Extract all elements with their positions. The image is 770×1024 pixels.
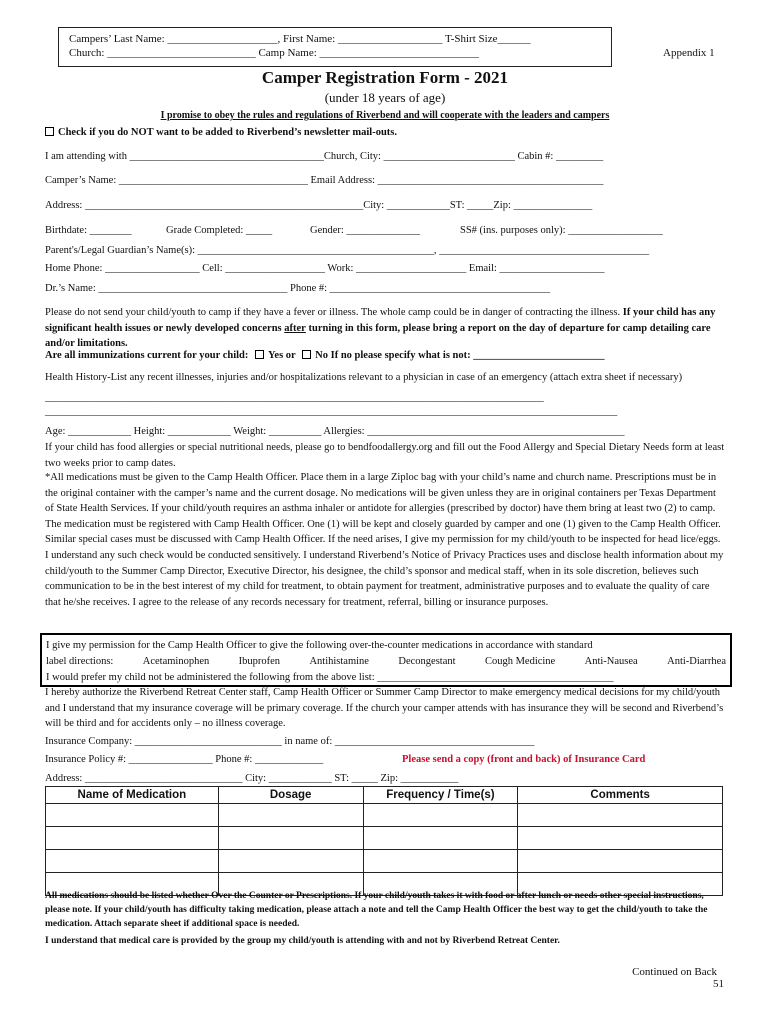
otc-prefer-not-field[interactable]: I would prefer my child not be administered the following from the above list: _____________________________________________	[46, 672, 614, 683]
table-cell[interactable]	[46, 827, 219, 850]
vitals-field[interactable]: Age: ____________ Height: ____________ Weight: __________ Allergies: _________________________________________________	[45, 426, 625, 437]
form-subtitle: (under 18 years of age)	[324, 90, 446, 105]
otc-med-list	[46, 654, 726, 670]
otc-label-directions: label directions:	[46, 656, 114, 667]
table-cell[interactable]	[363, 827, 518, 850]
medication-table	[45, 786, 723, 896]
phones-field[interactable]: Home Phone: __________________ Cell: ___________________ Work: _____________________ Email: ____________________	[45, 263, 605, 274]
appendix-label: Appendix 1	[663, 47, 715, 59]
otc-med-decongestant: Decongestant	[398, 656, 456, 667]
food-allergy-note: If your child has food allergies or special nutritional needs, please go to bendfoodallergy.org and fill out the Food Allergy and Special Dietary Needs form at least two weeks prior to camp dates.	[45, 442, 725, 469]
grade-field[interactable]: Grade Completed: _____	[166, 225, 273, 236]
guardian-field[interactable]: Parent's/Legal Guardian’s Name(s): _____________________________________________, ________________________________________	[45, 245, 650, 256]
col-header-comments: Comments	[518, 787, 723, 804]
insurance-card-note: Please send a copy (front and back) of Insurance Card	[402, 754, 646, 765]
table-cell[interactable]	[518, 827, 723, 850]
newsletter-optout[interactable]	[45, 127, 397, 138]
concerns-note-b: turning in this form, please bring a report on the day of departure for camp detailing care and/or limitations.	[45, 322, 711, 350]
table-cell[interactable]	[218, 827, 363, 850]
table-row	[46, 850, 723, 873]
health-history-extra-line[interactable]: _____________________________________________________________________________________________________________	[45, 406, 618, 417]
continued-on-back: Continued on Back	[632, 966, 717, 978]
newsletter-checkbox[interactable]	[45, 127, 54, 136]
promise-statement: I promise to obey the rules and regulations of Riverbend and will cooperate with the leaders and campers	[160, 110, 610, 121]
attending-field[interactable]: I am attending with _____________________________________Church, City: _________________________ Cabin #: _________	[45, 151, 604, 162]
otc-intro: I give my permission for the Camp Health Officer to give the following over-the-counter medications in accordance with standard	[46, 640, 593, 651]
table-cell[interactable]	[218, 850, 363, 873]
ssn-field[interactable]: SS# (ins. purposes only): __________________	[460, 225, 663, 236]
otc-med-ibuprofen: Ibuprofen	[238, 656, 281, 667]
otc-med-acetaminophen: Acetaminophen	[142, 656, 210, 667]
table-row	[46, 804, 723, 827]
gender-field[interactable]: Gender: ______________	[310, 225, 420, 236]
page-number: 51	[713, 978, 724, 990]
birthdate-field[interactable]: Birthdate: ________	[45, 225, 132, 236]
camper-header-box	[58, 27, 612, 67]
medical-care-disclaimer: I understand that medical care is provided by the group my child/youth is attending with and not by Riverbend Retreat Center.	[45, 936, 560, 946]
table-cell[interactable]	[518, 804, 723, 827]
name-email-field[interactable]: Camper’s Name: ____________________________________ Email Address: ___________________________________________	[45, 175, 604, 186]
header-line-church-camp[interactable]: Church: ___________________________ Camp Name: _____________________________	[69, 47, 480, 59]
medications-footer-note: All medications should be listed whether Over the Counter or Prescriptions. If your child/youth takes it with food or after lunch or needs other special instructions, please note. If your child/youth has difficulty taking medication, please attach a note and tell the Camp Health Officer the best way to get the child/youth to take the medication. Attach separate sheet if additional space is needed.	[45, 891, 708, 929]
table-cell[interactable]	[363, 804, 518, 827]
otc-med-cough-medicine: Cough Medicine	[484, 656, 556, 667]
health-notice	[45, 305, 725, 352]
otc-med-antihistamine: Antihistamine	[309, 656, 369, 667]
insurance-address-field[interactable]: Address: ______________________________ City: ____________ ST: _____ Zip: ___________	[45, 773, 459, 784]
header-line-name-shirt[interactable]: Campers’ Last Name: ____________________, First Name: ___________________ T-Shirt Size______	[69, 33, 531, 45]
table-cell[interactable]	[46, 804, 219, 827]
insurance-policy-field[interactable]: Insurance Policy #: ________________ Phone #: _____________	[45, 754, 324, 765]
table-cell[interactable]	[518, 850, 723, 873]
concerns-note-a: If your child has any significant health issues or newly developed concerns	[45, 307, 716, 334]
col-header-dosage: Dosage	[218, 787, 363, 804]
col-header-frequency: Frequency / Time(s)	[363, 787, 518, 804]
address-field[interactable]: Address: _____________________________________________________City: ____________ST: _____Zip: _______________	[45, 200, 593, 211]
medications-paragraph: *All medications must be given to the Camp Health Officer. Place them in a large Ziploc bag with your child’s name and church name. Prescriptions must be in the original container with the camper’s name and the current dosage. No medications will be given unless they are in original containers per Texas Department of State Health Services. If your child/youth requires an asthma inhaler or antidote for allergies (prescribed by doctor) have them bring at least two (2) to camp. The medication must be registered with Camp Health Officer. One (1) will be kept and closely guarded by camper and one (1) given to the Camp Health Officer. Similar special cases must be discussed with Camp Health Officer. If the need arises, I give my permission for my child/youth to be inspected for head lice/eggs. I understand any such check would be conducted sensitively. I understand Riverbend’s Notice of Privacy Practices uses and disclose health information about my child/youth to the Summer Camp Director, Executive Director, his designee, the child’s sponsor and medical staff, when in its sole discretion, believes such communication to be in the best interest of my child for treatment, to obtain payment for treatment, administrative purposes and to evaluate the quality of care that he/she receives. I agree to the release of any records necessary for treatment, referral, billing or insurance purposes.	[45, 472, 724, 608]
medication-table-header	[46, 787, 723, 804]
form-title: Camper Registration Form - 2021	[261, 68, 509, 87]
otc-med-anti-nausea: Anti-Nausea	[584, 656, 638, 667]
fever-note: Please do not send your child/youth to camp if they have a fever or illness. The whole camp could be in danger of contracting the illness.	[45, 307, 621, 318]
col-header-medication: Name of Medication	[46, 787, 219, 804]
immunizations-yes-label: Yes or	[268, 350, 296, 361]
otc-med-anti-diarrhea: Anti-Diarrhea	[667, 656, 726, 667]
concerns-after: after	[284, 322, 306, 334]
immunizations-row	[45, 350, 605, 361]
otc-permission-box	[40, 633, 732, 687]
table-cell[interactable]	[46, 850, 219, 873]
newsletter-label: Check if you do NOT want to be added to Riverbend’s newsletter mail-outs.	[58, 127, 398, 138]
immunizations-no-checkbox[interactable]	[302, 350, 311, 359]
health-history-field[interactable]: Health History-List any recent illnesses, injuries and/or hospitalizations relevant to a physician in case of an emergency (attach extra sheet if necessary) _______________________________________________________________________________________________	[45, 372, 683, 403]
table-cell[interactable]	[218, 804, 363, 827]
immunizations-yes-checkbox[interactable]	[255, 350, 264, 359]
table-row	[46, 827, 723, 850]
authorization-paragraph: I hereby authorize the Riverbend Retreat Center staff, Camp Health Officer or Summer Camp Director to make emergency medical decisions for my child/youth and I understand that my insurance coverage will be primary coverage. If the church your camper attends with has insurance they will be second and Riverbend’s will be third and for accidents only – no illness coverage.	[45, 687, 724, 730]
table-cell[interactable]	[363, 850, 518, 873]
immunizations-question: Are all immunizations current for your child:	[45, 350, 249, 361]
insurance-company-field[interactable]: Insurance Company: ____________________________ in name of: ______________________________________	[45, 736, 535, 747]
doctor-field[interactable]: Dr.’s Name: ____________________________________ Phone #: __________________________________________	[45, 283, 551, 294]
immunizations-no-label[interactable]: No If no please specify what is not: _________________________	[315, 350, 605, 361]
